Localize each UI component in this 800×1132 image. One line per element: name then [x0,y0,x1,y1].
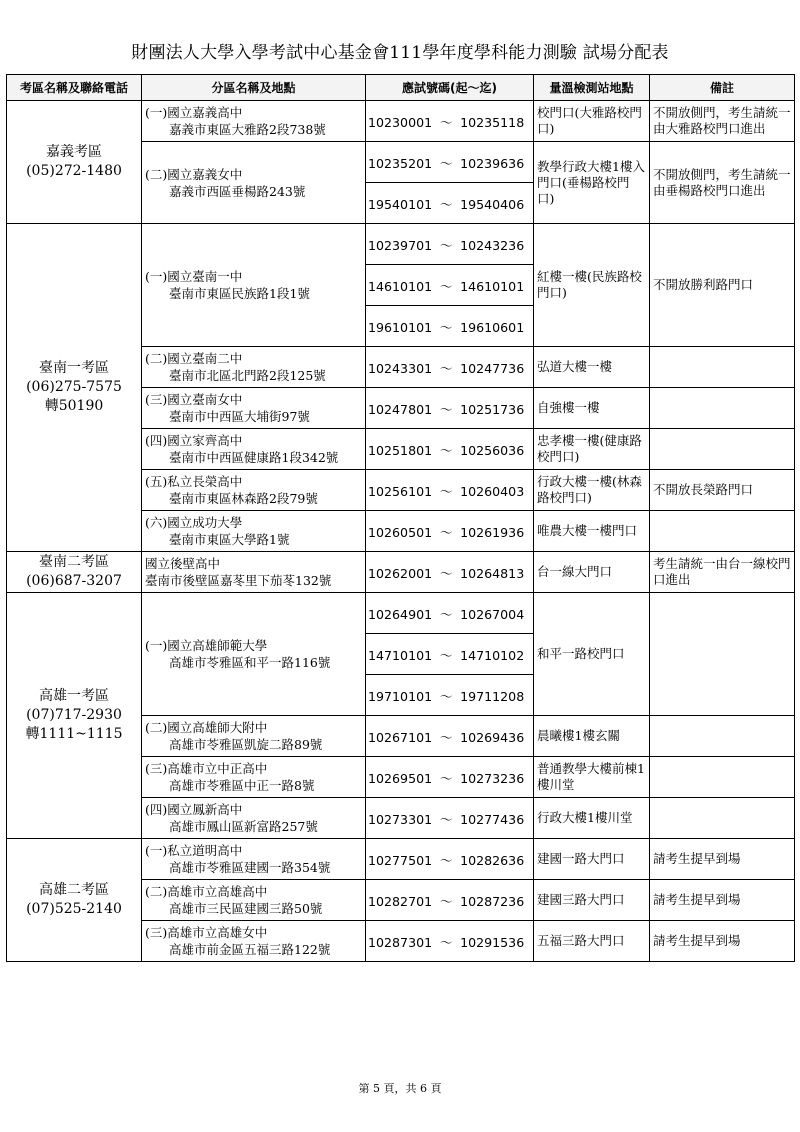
range-start: 10273301 [368,811,433,827]
range-tilde: ～ [439,401,453,417]
school-cell [142,839,366,880]
temperature-site: 建國一路大門口 [534,839,650,880]
range-start: 14710101 [368,647,433,663]
region-phone: (07)717-2930 [26,707,122,723]
page-title: 財團法人大學入學考試中心基金會111學年度學科能力測驗 試場分配表 [131,43,669,63]
temperature-site: 唯農大樓一樓門口 [534,511,650,552]
range-tilde: ～ [439,688,453,704]
range-tilde: ～ [439,647,453,663]
remark: 請考生提早到場 [650,921,795,962]
remark: 不開放側門，考生請統一由大雅路校門口進出 [650,101,795,142]
range-start: 10282701 [368,893,433,909]
number-range [366,429,534,470]
range-start: 10267101 [368,729,433,745]
range-end: 10267004 [460,606,525,622]
range-end: 10287236 [460,893,525,909]
school-name: (二)國立臺南二中 [145,351,243,366]
range-tilde: ～ [439,360,453,376]
school-address: 臺南市東區民族路1段1號 [169,286,310,301]
school-cell [142,101,366,142]
region-phone: 轉1111~1115 [25,726,123,742]
region-name: 高雄二考區 [39,882,109,898]
range-tilde: ～ [439,114,453,130]
temperature-site: 紅樓一樓(民族路校門口) [534,224,650,347]
range-tilde: ～ [439,934,453,950]
school-cell [142,921,366,962]
remark: 不開放勝利路門口 [650,224,795,347]
school-cell [142,142,366,224]
school-cell [142,429,366,470]
range-start: 19710101 [368,688,433,704]
range-start: 10264901 [368,606,433,622]
number-range [366,265,534,306]
range-start: 10277501 [368,852,433,868]
temperature-site: 行政大樓一樓(林森路校門口) [534,470,650,511]
number-range [366,921,534,962]
school-name: (三)國立臺南女中 [145,392,243,407]
page-footer: 第 5 頁，共 6 頁 [358,1082,442,1095]
range-end: 10269436 [460,729,525,745]
school-address: 高雄市苓雅區建國一路354號 [169,860,331,875]
range-tilde: ～ [439,237,453,253]
school-address: 臺南市東區大學路1號 [169,532,290,547]
school-cell [142,511,366,552]
school-cell [142,552,366,593]
school-address: 高雄市苓雅區和平一路116號 [169,655,331,670]
school-name: (二)高雄市立高雄高中 [145,884,268,899]
school-name: (四)國立家齊高中 [145,433,243,448]
school-name: (六)國立成功大學 [145,515,243,530]
school-address: 嘉義市西區垂楊路243號 [169,183,306,199]
number-range [366,634,534,675]
range-end: 10256036 [460,442,525,458]
school-cell [142,798,366,839]
range-end: 10261936 [460,524,525,540]
temperature-site: 弘道大樓一樓 [534,347,650,388]
school-name: (二)國立嘉義女中 [145,166,243,182]
table-row [7,839,795,880]
school-name: (三)高雄市立中正高中 [145,761,268,776]
number-range [366,593,534,634]
header-remarks: 備註 [650,75,795,101]
range-start: 10247801 [368,401,433,417]
temperature-site: 自強樓一樓 [534,388,650,429]
range-start: 10239701 [368,237,433,253]
number-range [366,347,534,388]
number-range [366,880,534,921]
number-range [366,142,534,183]
number-range [366,470,534,511]
temperature-site: 忠孝樓一樓(健康路校門口) [534,429,650,470]
table-body [7,101,795,962]
range-end: 10247736 [460,360,525,376]
school-address: 高雄市三民區建國三路50號 [169,901,323,916]
range-start: 10230001 [368,114,433,130]
temperature-site: 和平一路校門口 [534,593,650,716]
school-address: 高雄市苓雅區中正一路8號 [169,778,315,793]
remark [650,593,795,716]
school-address: 臺南市東區林森路2段79號 [169,491,318,506]
range-tilde: ～ [439,852,453,868]
range-end: 19540406 [460,196,525,212]
number-range [366,675,534,716]
range-start: 19610101 [368,319,433,335]
number-range [366,757,534,798]
header-region: 考區名稱及聯絡電話 [7,75,142,101]
remark [650,511,795,552]
region-phone: (07)525-2140 [26,901,122,917]
range-start: 14610101 [368,278,433,294]
temperature-site: 台一線大門口 [534,552,650,593]
number-range [366,224,534,265]
table-row [7,224,795,265]
temperature-site: 校門口(大雅路校門口) [534,101,650,142]
region-phone: 轉50190 [44,398,104,414]
school-name: (三)高雄市立高雄女中 [145,925,268,940]
range-tilde: ～ [439,770,453,786]
school-name: (四)國立鳳新高中 [145,802,243,817]
range-end: 10239636 [460,155,525,171]
range-tilde: ～ [439,442,453,458]
school-cell [142,470,366,511]
range-end: 10291536 [460,934,525,950]
school-name: (一)國立嘉義高中 [145,105,243,120]
region-phone: (06)275-7575 [26,379,122,395]
region-name: 高雄一考區 [39,688,109,704]
range-tilde: ～ [439,155,453,171]
remark: 不開放長榮路門口 [650,470,795,511]
range-end: 10235118 [460,114,525,130]
range-tilde: ～ [439,729,453,745]
temperature-site: 行政大樓1樓川堂 [534,798,650,839]
range-end: 14710102 [460,647,525,663]
range-end: 10282636 [460,852,525,868]
range-tilde: ～ [439,565,453,581]
school-name: 國立後壁高中 [145,556,221,571]
region-name: 臺南一考區 [39,360,109,376]
range-start: 10243301 [368,360,433,376]
temperature-site: 建國三路大門口 [534,880,650,921]
range-tilde: ～ [439,606,453,622]
temperature-site: 教學行政大樓1樓入門口(垂楊路校門口) [534,142,650,224]
number-range [366,388,534,429]
school-address: 嘉義市東區大雅路2段738號 [169,122,326,137]
remark [650,388,795,429]
header-number-range: 應試號碼(起～迄) [366,75,534,101]
school-cell [142,347,366,388]
table-row [7,593,795,634]
range-start: 10256101 [368,483,433,499]
region-phone: (05)272-1480 [26,163,122,179]
school-cell [142,593,366,716]
school-address: 高雄市前金區五福三路122號 [169,942,331,957]
remark: 請考生提早到場 [650,880,795,921]
table-header-row [7,75,795,101]
remark [650,798,795,839]
range-end: 10251736 [460,401,525,417]
region-cell [7,224,142,552]
school-address: 臺南市中西區健康路1段342號 [169,450,339,465]
header-school: 分區名稱及地點 [142,75,366,101]
range-end: 10264813 [460,565,525,581]
range-end: 10273236 [460,770,525,786]
temperature-site: 普通教學大樓前棟1樓川堂 [534,757,650,798]
temperature-site: 五福三路大門口 [534,921,650,962]
remark: 不開放側門，考生請統一由垂楊路校門口進出 [650,142,795,224]
number-range [366,552,534,593]
number-range [366,511,534,552]
region-cell [7,101,142,224]
school-address: 臺南市北區北門路2段125號 [169,368,326,383]
school-address: 臺南市後壁區嘉苳里下茄苳132號 [145,573,332,588]
range-start: 10262001 [368,565,433,581]
school-cell [142,716,366,757]
header-temperature-site: 量溫檢測站地點 [534,75,650,101]
table-row [7,552,795,593]
range-start: 10251801 [368,442,433,458]
region-name: 嘉義考區 [46,144,102,160]
range-tilde: ～ [439,483,453,499]
school-cell [142,388,366,429]
number-range [366,798,534,839]
school-name: (一)國立臺南一中 [145,269,243,284]
range-tilde: ～ [439,811,453,827]
remark [650,757,795,798]
range-start: 19540101 [368,196,433,212]
number-range [366,183,534,224]
number-range [366,101,534,142]
remark: 請考生提早到場 [650,839,795,880]
remark [650,347,795,388]
remark: 考生請統一由台一線校門口進出 [650,552,795,593]
temperature-site: 晨曦樓1樓玄關 [534,716,650,757]
range-start: 10287301 [368,934,433,950]
range-tilde: ～ [439,319,453,335]
region-cell [7,593,142,839]
school-name: (二)國立高雄師大附中 [145,720,268,735]
range-tilde: ～ [439,893,453,909]
school-cell [142,880,366,921]
range-end: 19711208 [460,688,525,704]
range-end: 14610101 [460,278,525,294]
range-tilde: ～ [439,278,453,294]
range-start: 10269501 [368,770,433,786]
remark [650,429,795,470]
school-address: 高雄市鳳山區新富路257號 [169,819,318,834]
table-row [7,101,795,142]
school-address: 臺南市中西區大埔街97號 [169,409,310,424]
school-address: 高雄市苓雅區凱旋二路89號 [169,737,323,752]
range-end: 10243236 [460,237,525,253]
range-start: 10260501 [368,524,433,540]
region-name: 臺南二考區 [39,554,109,570]
school-name: (五)私立長榮高中 [145,474,243,489]
range-tilde: ～ [439,524,453,540]
school-name: (一)國立高雄師範大學 [145,638,268,653]
remark [650,716,795,757]
region-cell [7,552,142,593]
range-end: 10260403 [460,483,525,499]
region-cell [7,839,142,962]
number-range [366,839,534,880]
range-tilde: ～ [439,196,453,212]
range-start: 10235201 [368,155,433,171]
school-cell [142,757,366,798]
school-cell [142,224,366,347]
range-end: 10277436 [460,811,525,827]
number-range [366,716,534,757]
region-phone: (06)687-3207 [26,573,122,589]
school-name: (一)私立道明高中 [145,843,243,858]
exam-room-table [6,74,795,962]
number-range [366,306,534,347]
range-end: 19610601 [460,319,525,335]
